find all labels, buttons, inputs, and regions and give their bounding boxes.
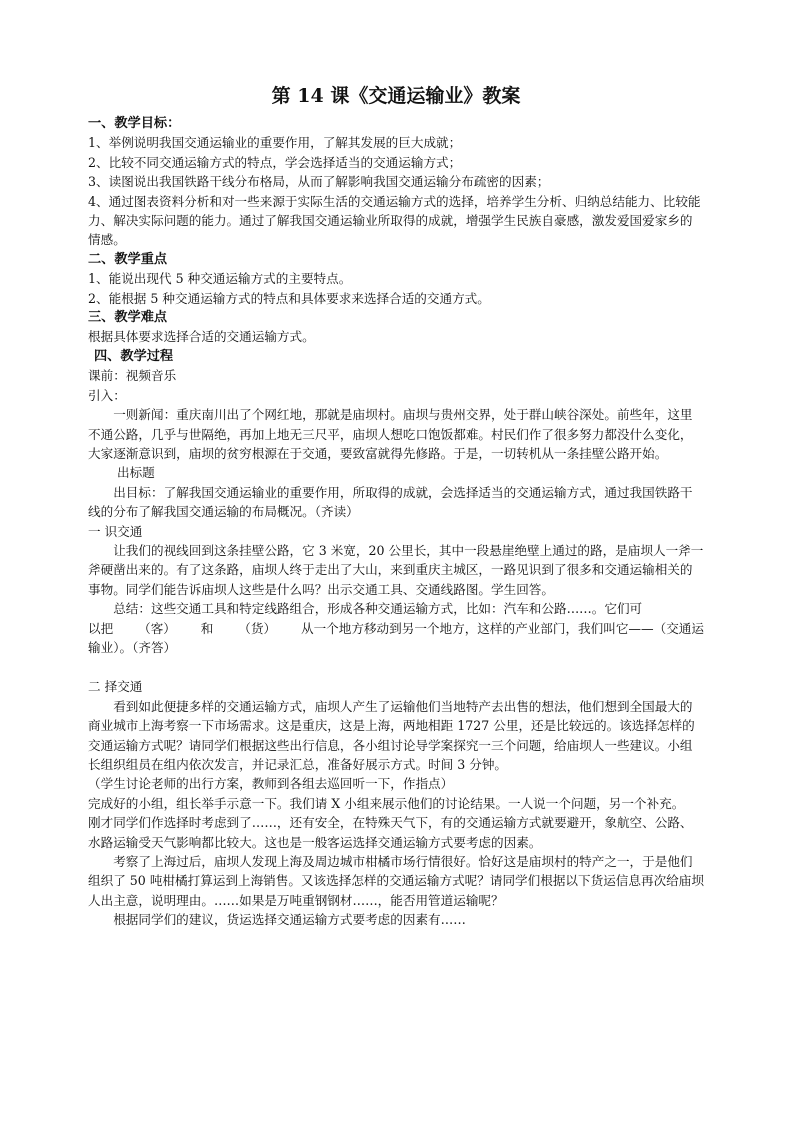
part2-paragraph: 考察了上海过后，庙坝人发现上海及周边城市柑橘市场行情很好。恰好这是庙坝村的特产之一，于是他们组织了 50 吨柑橘打算运到上海销售。又该选择怎样的交通运输方式呢？请同学们根据以下货运信息再次给庙坝人出主意，说明理由。……如果是万吨重钢钢材……，能否用管道运输呢？: [88, 854, 704, 908]
spacer: [88, 657, 704, 677]
part2-paragraph: 看到如此便捷多样的交通运输方式，庙坝人产生了运输他们当地特产去出售的想法，他们想到全国最大的商业城市上海考察一下市场需求。这是重庆，这是上海，两地相距 1727 公里，还是比较远的。该选择怎样的交通运输方式呢？请同学们根据这些出行信息，各小组讨论导学案探究一三个问题，给庙坝人一些建议。小组长组织组员在组内依次发言，并记录汇总，准备好展示方式。时间 3 分钟。: [88, 698, 695, 772]
news-paragraph: 一则新闻：重庆南川出了个网红地，那就是庙坝村。庙坝与贵州交界，处于群山峡谷深处。前些年，这里不通公路，几乎与世隔绝，再加上地无三尺平，庙坝人想吃口饱饭都难。村民们作了很多努力都没什么变化，大家逐渐意识到，庙坝的贫穷根源在于交通，要致富就得先修路。于是，一切转机从一条挂壁公路开始。: [88, 407, 693, 461]
difficulty-text: 根据具体要求选择合适的交通运输方式。: [88, 329, 315, 345]
summary-line: 输业）。（齐答）: [88, 639, 177, 655]
page-title: 第 14 课《交通运输业》教案: [271, 85, 521, 107]
teacher-note: （学生讨论老师的出行方案，教师到各组去巡回听一下，作指点）: [88, 776, 454, 792]
section-heading-key-points: 二、教学重点: [88, 251, 168, 267]
pre-class-text: 课前：视频音乐: [88, 368, 177, 384]
summary-fragment: 和: [200, 620, 214, 636]
lesson-plan-page: [88, 84, 704, 930]
objective-item: 4、通过图表资料分析和对一些来源于实际生活的交通运输方式的选择，培养学生分析、归纳总结能力、比较能力、解决实际问题的能力。通过了解我国交通运输业所取得的成就，增强学生民族自豪感，激发爱国爱家乡的情感。: [88, 193, 701, 248]
summary-fragment: 从一个地方移动到另一个地方，这样的产业部门，我们叫它——（交通运: [300, 620, 704, 636]
key-point-item: 2、能根据 5 种交通运输方式的特点和具体要求来选择合适的交通方式。: [88, 290, 490, 306]
show-title-text: 出标题: [116, 465, 155, 481]
part1-paragraph: 让我们的视线回到这条挂壁公路，它 3 米宽，20 公里长，其中一段悬崖绝壁上通过的路，是庙坝人一斧一斧硬凿出来的。有了这条路，庙坝人终于走出了大山，来到重庆主城区，一路见识到了很多和交通运输相关的事物。同学们能告诉庙坝人这些是什么吗？出示交通工具、交通线路图。学生回答。: [88, 542, 704, 597]
part2-paragraph: 刚才同学们作选择时考虑到了……，还有安全，在特殊天气下，有的交通运输方式就要避开，象航空、公路、水路运输受天气影响都比较大。这也是一般客运选择交通运输方式要考虑的因素。: [88, 815, 693, 850]
key-point-item: 1、能说出现代 5 种交通运输方式的主要特点。: [88, 271, 352, 287]
section-heading-objectives: 一、教学目标：: [88, 116, 181, 131]
part2-paragraph: 完成好的小组，组长举手示意一下。我们请 X 小组来展示他们的讨论结果。一人说一个问题，另一个补充。: [88, 795, 685, 811]
section-heading-process: 四、教学过程: [94, 348, 174, 364]
objective-item: 1、举例说明我国交通运输业的重要作用，了解其发展的巨大成就；: [88, 135, 462, 151]
summary-line-spaced: [88, 619, 704, 638]
part2-paragraph: 根据同学们的建议，货运选择交通运输方式要考虑的因素有……: [113, 912, 466, 928]
summary-blank-cargo: （货）: [238, 620, 277, 636]
objective-item: 2、比较不同交通运输方式的特点，学会选择适当的交通运输方式；: [88, 154, 462, 170]
objective-item: 3、读图说出我国铁路干线分布格局，从而了解影响我国交通运输分布疏密的因素；: [88, 174, 550, 190]
show-goal-paragraph: 出目标：了解我国交通运输业的重要作用，所取得的成就，会选择适当的交通运输方式，通过我国铁路干线的分布了解我国交通运输的布局概况。（齐读）: [88, 484, 693, 520]
section-heading-difficulties: 三、教学难点: [88, 310, 168, 326]
summary-fragment: 以把: [88, 620, 114, 636]
summary-blank-passenger: （客）: [138, 620, 176, 636]
summary-line: 总结：这些交通工具和特定线路组合，形成各种交通运输方式，比如：汽车和公路……。它们可: [113, 601, 643, 617]
part1-heading: 一 识交通: [88, 523, 143, 539]
part2-heading: 二 择交通: [88, 679, 143, 695]
intro-label: 引入：: [88, 387, 126, 403]
